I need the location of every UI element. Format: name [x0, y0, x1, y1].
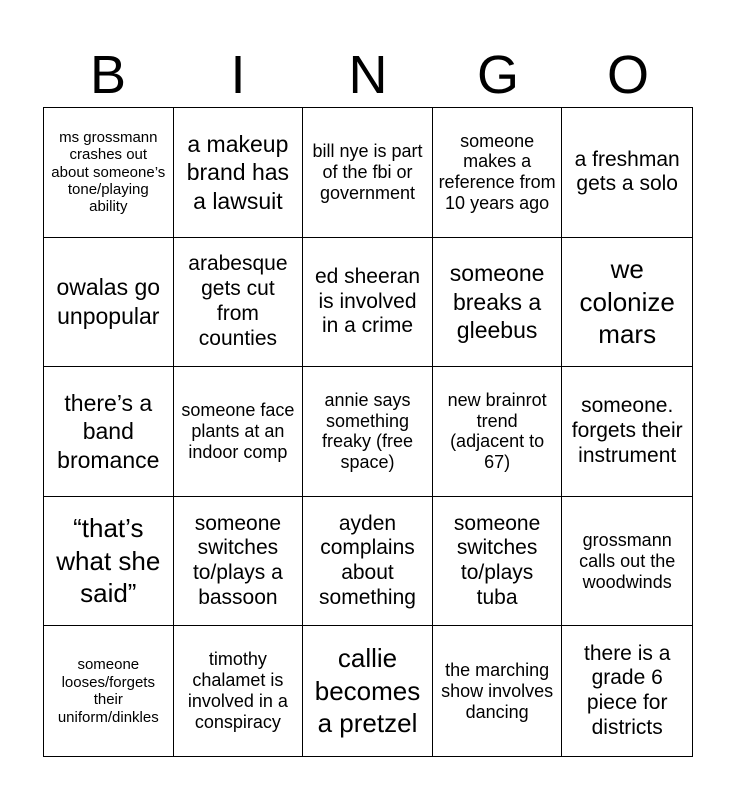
bingo-cell[interactable]: ms grossmann crashes out about someone’s tone/playing ability: [44, 108, 174, 238]
bingo-cell[interactable]: the marching show involves dancing: [433, 626, 563, 756]
bingo-cell[interactable]: a freshman gets a solo: [562, 108, 692, 238]
bingo-cell[interactable]: someone face plants at an indoor comp: [174, 367, 304, 497]
bingo-cell[interactable]: “that’s what she said”: [44, 497, 174, 627]
bingo-cell[interactable]: owalas go unpopular: [44, 238, 174, 368]
bingo-cell[interactable]: someone breaks a gleebus: [433, 238, 563, 368]
bingo-cell[interactable]: we colonize mars: [562, 238, 692, 368]
bingo-cell[interactable]: someone. forgets their instrument: [562, 367, 692, 497]
bingo-cell[interactable]: new brainrot trend (adjacent to 67): [433, 367, 563, 497]
bingo-cell[interactable]: grossmann calls out the woodwinds: [562, 497, 692, 627]
bingo-cell[interactable]: someone makes a reference from 10 years ago: [433, 108, 563, 238]
bingo-cell[interactable]: ed sheeran is involved in a crime: [303, 238, 433, 368]
title-letter-i: I: [230, 45, 246, 105]
bingo-cell[interactable]: someone switches to/plays tuba: [433, 497, 563, 627]
bingo-cell[interactable]: someone switches to/plays a bassoon: [174, 497, 304, 627]
bingo-cell[interactable]: bill nye is part of the fbi or government: [303, 108, 433, 238]
bingo-title: [43, 42, 693, 108]
bingo-cell[interactable]: callie becomes a pretzel: [303, 626, 433, 756]
bingo-cell[interactable]: annie says something freaky (free space): [303, 367, 433, 497]
bingo-grid: [43, 107, 693, 757]
title-letter-o: O: [606, 45, 649, 105]
bingo-cell[interactable]: there is a grade 6 piece for districts: [584, 641, 671, 739]
bingo-cell[interactable]: arabesque gets cut from counties: [174, 238, 304, 368]
bingo-cell[interactable]: there’s a band bromance: [44, 367, 174, 497]
title-letter-g: G: [476, 45, 519, 105]
title-letter-n: N: [348, 45, 388, 105]
bingo-cell[interactable]: timothy chalamet is involved in a conspiracy: [174, 626, 304, 756]
bingo-cell[interactable]: ayden complains about something: [303, 497, 433, 627]
bingo-cell[interactable]: a makeup brand has a lawsuit: [174, 108, 304, 238]
title-letter-b: B: [89, 45, 127, 105]
bingo-cell[interactable]: someone looses/forgets their uniform/dinkles: [44, 626, 174, 756]
